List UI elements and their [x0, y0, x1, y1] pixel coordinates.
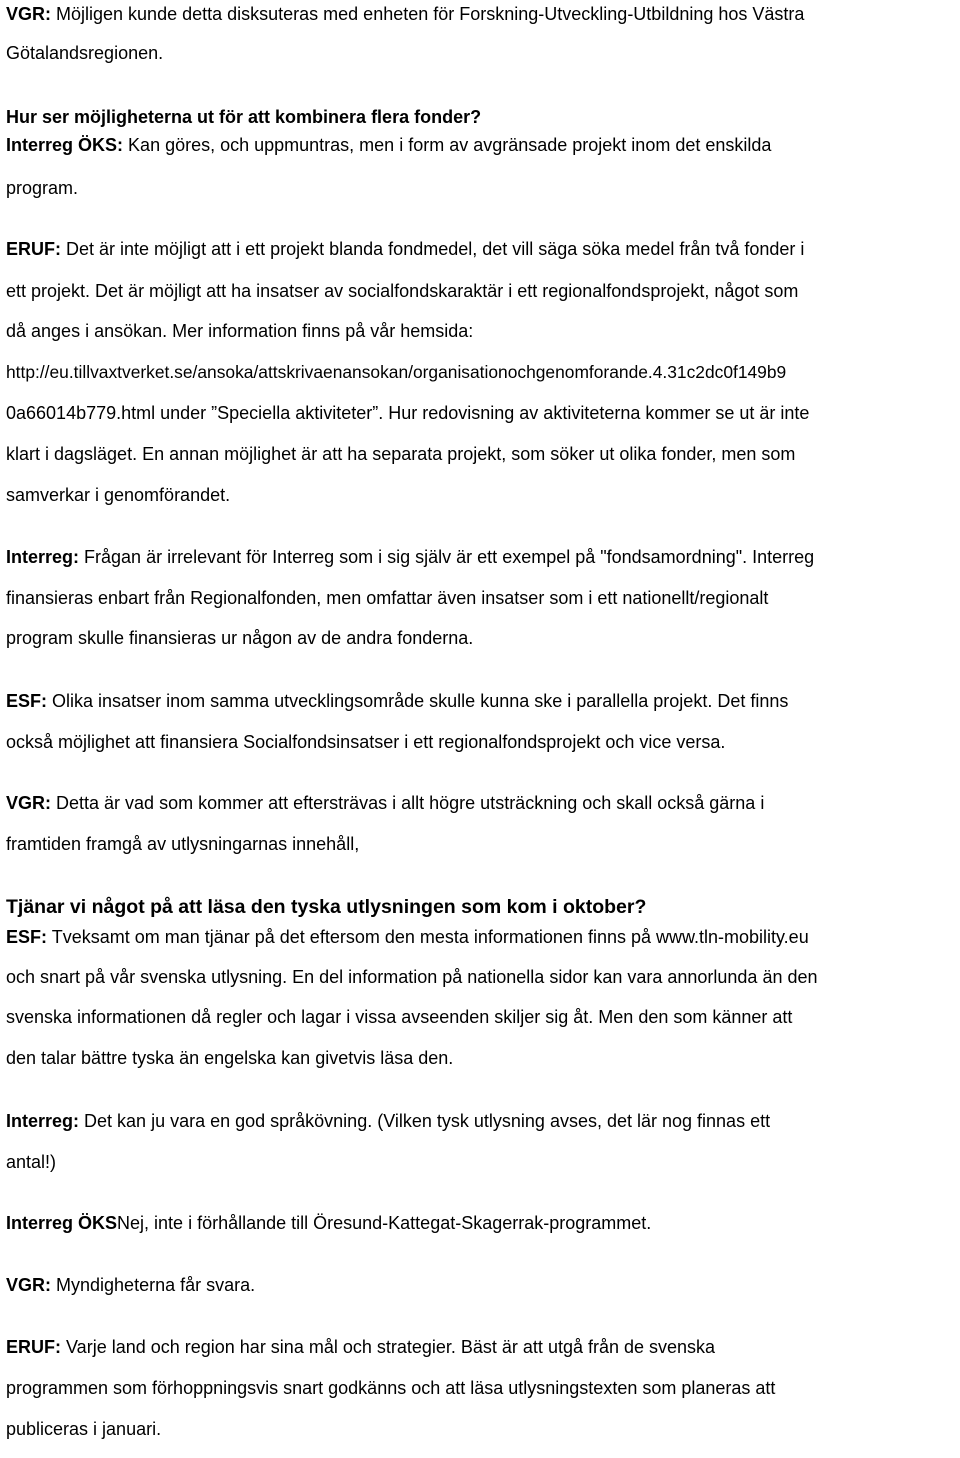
- question-heading-2: Tjänar vi något på att läsa den tyska utlysningen som kom i oktober?: [6, 896, 647, 918]
- paragraph-vgr-2-line-1: [6, 792, 764, 814]
- paragraph-text: Det är inte möjligt att i ett projekt blanda fondmedel, det vill säga söka medel från två fonder i: [66, 239, 805, 259]
- paragraph-interreg-1-line-3: program skulle finansieras ur någon av de andra fonderna.: [6, 628, 474, 648]
- paragraph-text: Nej, inte i förhållande till Öresund-Kattegat-Skagerrak-programmet.: [117, 1213, 652, 1233]
- paragraph-text: Varje land och region har sina mål och strategier. Bäst är att utgå från de svenska: [66, 1337, 716, 1357]
- paragraph-interreg-2-line-2: antal!): [6, 1152, 57, 1172]
- paragraph-esf-1-line-2: också möjlighet att finansiera Socialfondsinsatser i ett regionalfondsprojekt och vice versa.: [6, 732, 726, 752]
- paragraph-eruf-1-url-line-1: http://eu.tillvaxtverket.se/ansoka/attskrivaenansokan/organisationochgenomforande.4.31c2dc0f149b9: [6, 362, 787, 382]
- speaker-label: VGR:: [6, 793, 51, 813]
- paragraph-esf-2-line-4: den talar bättre tyska än engelska kan givetvis läsa den.: [6, 1048, 454, 1068]
- paragraph-eruf-1-line-6: klart i dagsläget. En annan möjlighet är att ha separata projekt, som söker ut olika fonder, men som: [6, 444, 796, 464]
- speaker-label: VGR:: [6, 1275, 51, 1295]
- paragraph-eruf-2-line-1: [6, 1336, 715, 1358]
- paragraph-vgr-2-line-2: framtiden framgå av utlysningarnas innehåll,: [6, 834, 360, 854]
- paragraph-esf-1-line-1: [6, 690, 788, 712]
- paragraph-esf-2-line-1: [6, 926, 809, 948]
- paragraph-text: Möjligen kunde detta disksuteras med enheten för Forskning-Utveckling-Utbildning hos Västra: [56, 4, 805, 24]
- paragraph-interreg-1-line-1: [6, 546, 814, 568]
- question-heading-1: Hur ser möjligheterna ut för att kombinera flera fonder?: [6, 107, 482, 127]
- speaker-label: Interreg:: [6, 1111, 80, 1131]
- speaker-label: Interreg ÖKS:: [6, 135, 124, 155]
- paragraph-text: Frågan är irrelevant för Interreg som i sig själv är ett exempel på "fondsamordning". Interreg: [84, 547, 815, 567]
- paragraph-vgr-1-line-1: [6, 3, 804, 25]
- speaker-label: VGR:: [6, 4, 51, 24]
- paragraph-eruf-1-line-1: [6, 238, 804, 260]
- paragraph-eruf-1-line-5: 0a66014b779.html under ”Speciella aktiviteter”. Hur redovisning av aktiviteterna kommer se ut är inte: [6, 403, 810, 423]
- paragraph-interreg-oks-2: [6, 1212, 651, 1234]
- paragraph-text: Detta är vad som kommer att eftersträvas i allt högre utsträckning och skall också gärna i: [56, 793, 765, 813]
- paragraph-eruf-1-line-7: samverkar i genomförandet.: [6, 485, 231, 505]
- speaker-label: ERUF:: [6, 239, 61, 259]
- paragraph-eruf-2-line-2: programmen som förhoppningsvis snart godkänns och att läsa utlysningstexten som planeras att: [6, 1378, 776, 1398]
- paragraph-text: Det kan ju vara en god språkövning. (Vilken tysk utlysning avses, det lär nog finnas ett: [84, 1111, 771, 1131]
- speaker-label: ESF:: [6, 691, 48, 711]
- paragraph-text: Olika insatser inom samma utvecklingsområde skulle kunna ske i parallella projekt. Det finns: [52, 691, 789, 711]
- paragraph-text: Myndigheterna får svara.: [56, 1275, 256, 1295]
- speaker-label: ERUF:: [6, 1337, 61, 1357]
- paragraph-esf-2-line-3: svenska informationen då regler och lagar i vissa avseenden skiljer sig åt. Men den som känner att: [6, 1007, 793, 1027]
- paragraph-interreg-2-line-1: [6, 1110, 770, 1132]
- paragraph-interreg-1-line-2: finansieras enbart från Regionalfonden, men omfattar även insatser som i ett nationellt/regionalt: [6, 588, 769, 608]
- paragraph-esf-2-line-2: och snart på vår svenska utlysning. En del information på nationella sidor kan vara annorlunda än den: [6, 967, 818, 987]
- speaker-label: ESF:: [6, 927, 48, 947]
- paragraph-text: Kan göres, och uppmuntras, men i form av avgränsade projekt inom det enskilda: [128, 135, 772, 155]
- paragraph-interreg-oks-1-line-2: program.: [6, 178, 79, 198]
- speaker-label: Interreg ÖKS: [6, 1213, 118, 1233]
- paragraph-interreg-oks-1-line-1: [6, 134, 771, 156]
- paragraph-text: Tveksamt om man tjänar på det eftersom den mesta informationen finns på www.tln-mobility.eu: [51, 927, 809, 947]
- paragraph-eruf-1-line-2: ett projekt. Det är möjligt att ha insatser av socialfondskaraktär i ett regionalfondsprojekt, något som: [6, 281, 799, 301]
- paragraph-vgr-3: [6, 1274, 255, 1296]
- paragraph-eruf-1-line-3: då anges i ansökan. Mer information finns på vår hemsida:: [6, 321, 474, 341]
- paragraph-eruf-2-line-3: publiceras i januari.: [6, 1419, 162, 1439]
- paragraph-vgr-1-line-2: Götalandsregionen.: [6, 43, 164, 63]
- speaker-label: Interreg:: [6, 547, 80, 567]
